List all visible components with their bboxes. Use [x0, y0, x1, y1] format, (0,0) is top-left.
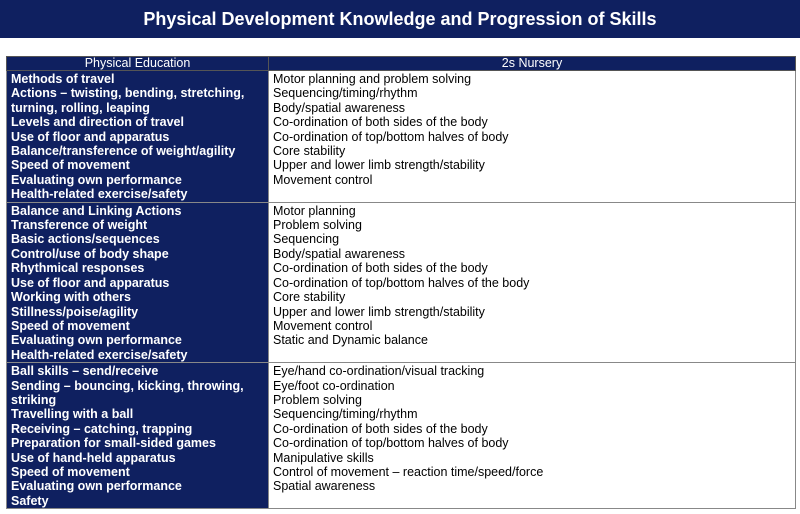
nursery-skill: Sequencing/timing/rhythm	[273, 407, 418, 422]
pe-topic: Levels and direction of travel	[11, 115, 184, 130]
nursery-skill: Eye/foot co-ordination	[273, 378, 395, 393]
skills-table	[6, 56, 796, 509]
nursery-skill: Upper and lower limb strength/stability	[273, 158, 485, 173]
nursery-skill: Co-ordination of both sides of the body	[273, 421, 488, 436]
pe-topic: Use of hand-held apparatus	[11, 450, 176, 465]
nursery-skill: Movement control	[273, 172, 373, 187]
pe-topic: turning, rolling, leaping	[11, 100, 150, 115]
pe-topic: Ball skills – send/receive	[11, 364, 159, 379]
nursery-skill: Upper and lower limb strength/stability	[273, 304, 485, 319]
nursery-skill: Sequencing/timing/rhythm	[273, 86, 418, 101]
pe-topic: Safety	[11, 493, 49, 508]
pe-topic: Travelling with a ball	[11, 407, 134, 422]
pe-topic: Use of floor and apparatus	[11, 129, 170, 144]
pe-topic: Speed of movement	[11, 318, 130, 333]
pe-topic: Evaluating own performance	[11, 333, 182, 348]
table-row	[7, 363, 796, 509]
nursery-skill: Spatial awareness	[273, 479, 376, 494]
nursery-skill: Static and Dynamic balance	[273, 333, 428, 348]
nursery-skill: Co-ordination of top/bottom halves of body	[273, 436, 509, 451]
table-row	[7, 71, 796, 203]
nursery-skill: Motor planning and problem solving	[273, 72, 472, 86]
nursery-skills-cell	[269, 202, 796, 362]
pe-topic: Health-related exercise/safety	[11, 347, 188, 362]
pe-topic: Use of floor and apparatus	[11, 275, 170, 290]
nursery-skill: Control of movement – reaction time/speed/force	[273, 464, 544, 479]
nursery-skill: Motor planning	[273, 203, 356, 218]
nursery-skill: Body/spatial awareness	[273, 100, 406, 115]
nursery-skill: Co-ordination of both sides of the body	[273, 261, 488, 276]
nursery-skill: Co-ordination of top/bottom halves of the body	[273, 275, 530, 290]
nursery-skill: Eye/hand co-ordination/visual tracking	[273, 364, 485, 379]
pe-topic: Transference of weight	[11, 218, 148, 233]
column-header-physical-education: Physical Education	[7, 57, 269, 71]
nursery-skills-cell	[269, 71, 796, 203]
nursery-skill: Movement control	[273, 318, 373, 333]
column-header-2s-nursery: 2s Nursery	[269, 57, 796, 71]
pe-topic: Actions – twisting, bending, stretching,	[11, 86, 245, 101]
nursery-skill: Co-ordination of top/bottom halves of body	[273, 129, 509, 144]
pe-topic: Speed of movement	[11, 464, 130, 479]
pe-topic: striking	[11, 392, 57, 407]
pe-topic: Evaluating own performance	[11, 479, 182, 494]
nursery-skill: Body/spatial awareness	[273, 246, 406, 261]
nursery-skill: Problem solving	[273, 392, 362, 407]
nursery-skill: Core stability	[273, 290, 346, 305]
table-row	[7, 202, 796, 362]
nursery-skill: Co-ordination of both sides of the body	[273, 115, 488, 130]
pe-topics-cell	[7, 363, 269, 509]
nursery-skill: Core stability	[273, 144, 346, 159]
nursery-skill: Sequencing	[273, 232, 340, 247]
pe-topics-cell	[7, 202, 269, 362]
pe-topic: Evaluating own performance	[11, 172, 182, 187]
pe-topics-cell	[7, 71, 269, 203]
pe-topic: Basic actions/sequences	[11, 232, 160, 247]
table-header-row	[7, 57, 796, 71]
pe-topic: Preparation for small-sided games	[11, 436, 216, 451]
pe-topic: Sending – bouncing, kicking, throwing,	[11, 378, 244, 393]
pe-topic: Stillness/poise/agility	[11, 304, 139, 319]
page-title: Physical Development Knowledge and Progression of Skills	[0, 0, 800, 38]
pe-topic: Control/use of body shape	[11, 246, 169, 261]
pe-topic: Receiving – catching, trapping	[11, 421, 193, 436]
pe-topic: Working with others	[11, 290, 131, 305]
nursery-skill: Problem solving	[273, 218, 362, 233]
pe-topic: Speed of movement	[11, 158, 130, 173]
pe-topic: Health-related exercise/safety	[11, 187, 188, 202]
pe-topic: Balance/transference of weight/agility	[11, 144, 236, 159]
nursery-skill: Manipulative skills	[273, 450, 374, 465]
nursery-skills-cell	[269, 363, 796, 509]
pe-topic: Methods of travel	[11, 72, 115, 86]
pe-topic: Rhythmical responses	[11, 261, 145, 276]
pe-topic: Balance and Linking Actions	[11, 203, 182, 218]
